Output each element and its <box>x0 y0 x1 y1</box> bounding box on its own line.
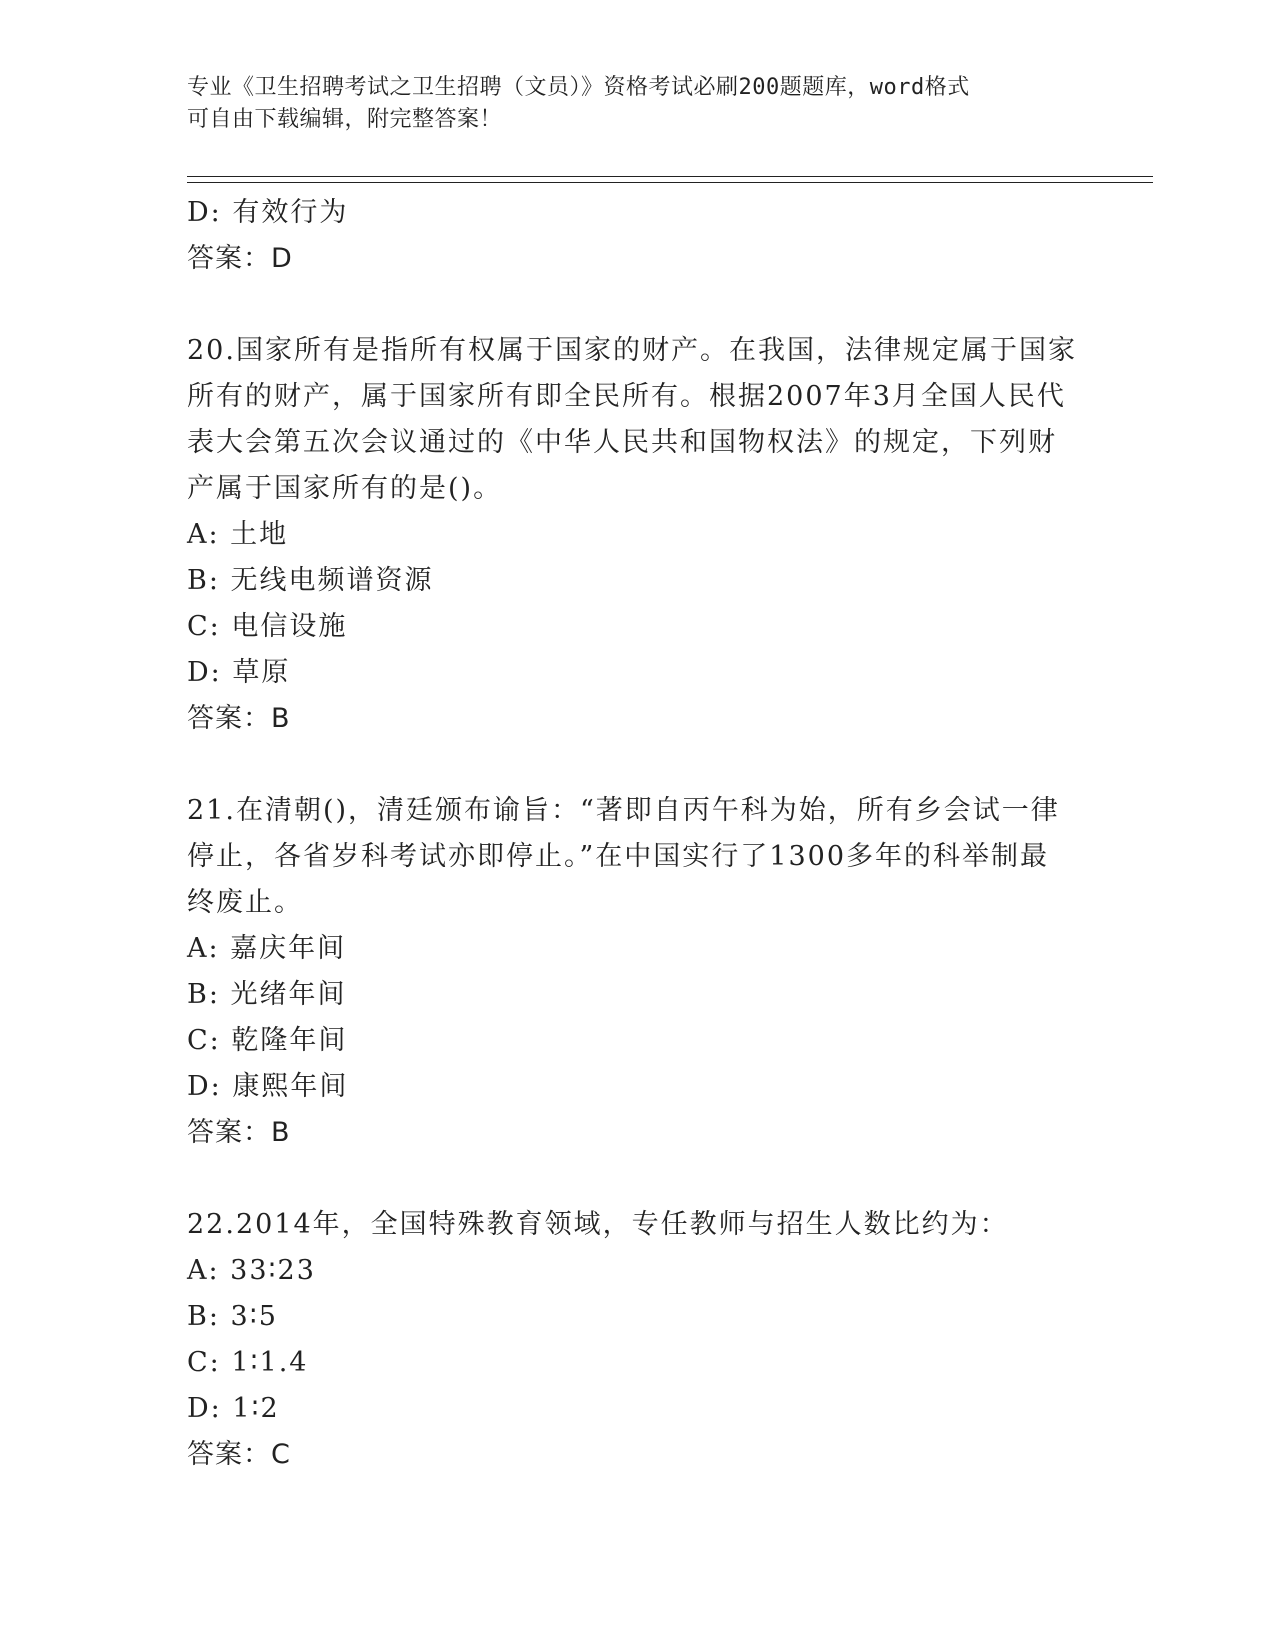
question-20 <box>187 328 1087 742</box>
question-text-line: 21.在清朝()，清廷颁布谕旨：“著即自丙午科为始，所有乡会试一律 <box>187 795 1060 826</box>
document-header <box>187 72 1067 136</box>
question-22 <box>187 1202 1087 1478</box>
option-d: D: 草原 <box>187 657 291 688</box>
question-text-line: 所有的财产，属于国家所有即全民所有。根据2007年3月全国人民代 <box>187 381 1066 412</box>
question-text-line: 20.国家所有是指所有权属于国家的财产。在我国，法律规定属于国家 <box>187 335 1077 366</box>
question-text-line: 表大会第五次会议通过的《中华人民共和国物权法》的规定，下列财 <box>187 427 1057 458</box>
option-a: A: 嘉庆年间 <box>187 933 347 964</box>
option-d: D: 康熙年间 <box>187 1071 349 1102</box>
answer-line: 答案：D <box>187 243 293 274</box>
option-a: A: 土地 <box>187 519 289 550</box>
option-c: C: 电信设施 <box>187 611 348 642</box>
question-text-line: 22.2014年，全国特殊教育领域，专任教师与招生人数比约为： <box>187 1209 1009 1240</box>
question-text-line: 产属于国家所有的是()。 <box>187 473 503 504</box>
spacer <box>187 1156 1087 1202</box>
option-d: D: 1∶2 <box>187 1393 280 1424</box>
option-c: C: 乾隆年间 <box>187 1025 348 1056</box>
header-line-1: 专业《卫生招聘考试之卫生招聘（文员）》资格考试必刷200题题库，word格式 <box>187 75 970 100</box>
answer-line: 答案：B <box>187 703 291 734</box>
option-b: B: 光绪年间 <box>187 979 347 1010</box>
question-text-line: 终废止。 <box>187 887 303 918</box>
option-b: B: 3∶5 <box>187 1301 278 1332</box>
question-text-line: 停止，各省岁科考试亦即停止。”在中国实行了1300多年的科举制最 <box>187 841 1050 872</box>
header-divider-top <box>187 176 1153 177</box>
previous-question-tail <box>187 190 1087 282</box>
spacer <box>187 282 1087 328</box>
option-d: D: 有效行为 <box>187 197 349 228</box>
answer-line: 答案：C <box>187 1439 291 1470</box>
answer-line: 答案：B <box>187 1117 291 1148</box>
option-c: C: 1∶1.4 <box>187 1347 309 1378</box>
header-line-2: 可自由下载编辑，附完整答案！ <box>187 107 503 132</box>
spacer <box>187 742 1087 788</box>
question-21 <box>187 788 1087 1156</box>
header-divider-bottom <box>187 182 1153 183</box>
option-a: A: 33∶23 <box>187 1255 316 1286</box>
option-b: B: 无线电频谱资源 <box>187 565 434 596</box>
document-body <box>187 190 1087 1478</box>
